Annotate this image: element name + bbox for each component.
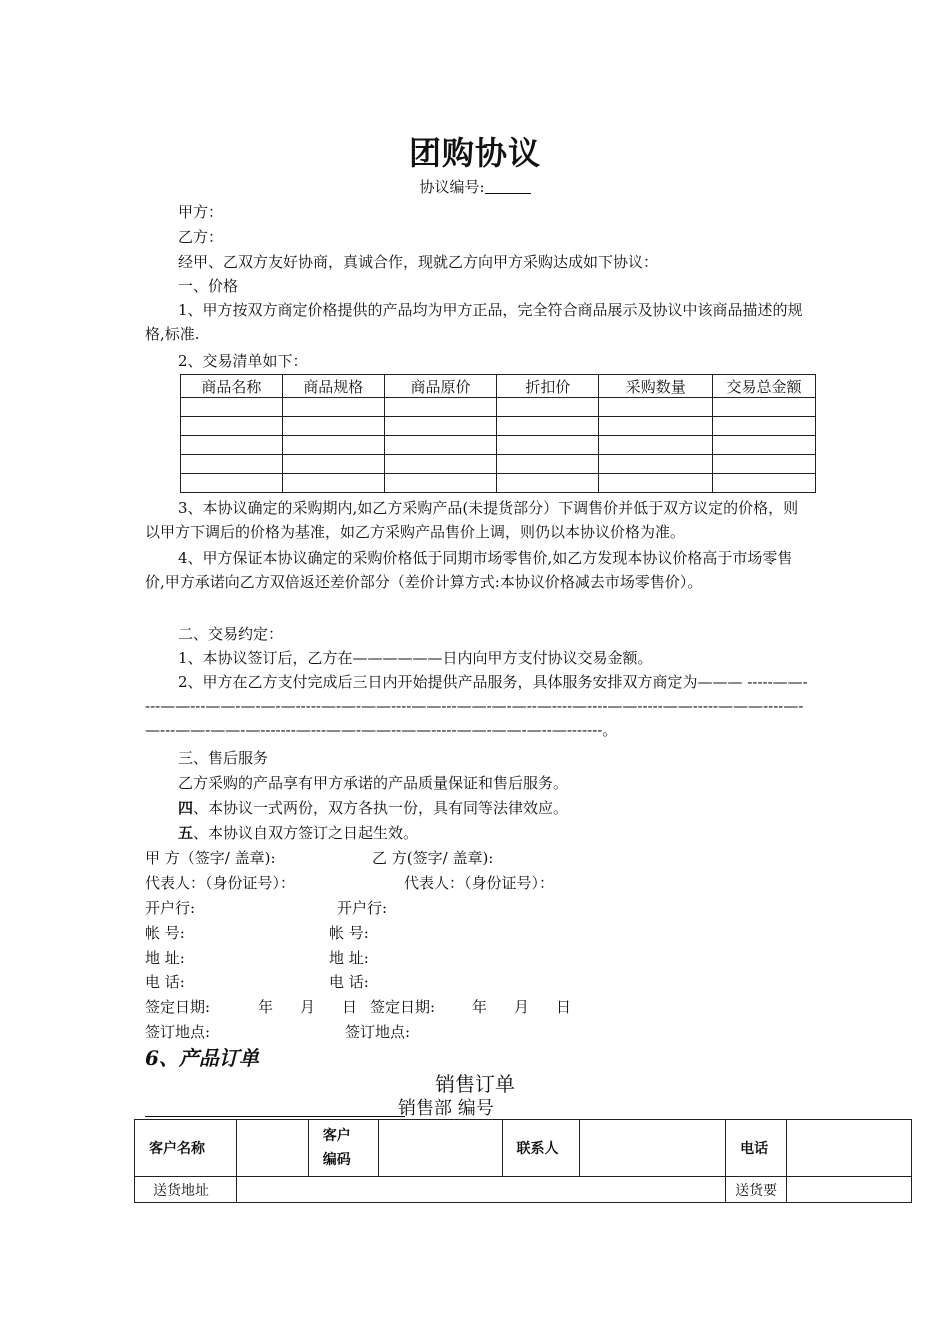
table-cell[interactable] <box>181 474 283 493</box>
col-total-amount: 交易总金额 <box>713 375 816 398</box>
ship-requirement-field[interactable] <box>787 1177 912 1203</box>
table-cell[interactable] <box>384 398 497 417</box>
party-b-line: 乙方： <box>178 228 224 246</box>
table-cell[interactable] <box>497 474 599 493</box>
customer-code-field[interactable] <box>378 1120 502 1177</box>
sales-dept-underline <box>145 1096 405 1117</box>
party-b-date-month: 月 <box>514 998 530 1016</box>
party-a-date-day: 日 <box>342 998 358 1016</box>
table-header-row <box>181 375 816 398</box>
table-cell[interactable] <box>181 417 283 436</box>
customer-code-label: 客户 编码 <box>308 1120 378 1177</box>
party-a-bank: 开户行: <box>145 899 196 917</box>
table-cell[interactable] <box>181 398 283 417</box>
phone-label: 电话 <box>726 1120 787 1177</box>
section-2-title: 二、交易约定： <box>178 625 284 643</box>
table-cell[interactable] <box>282 455 384 474</box>
table-cell[interactable] <box>384 417 497 436</box>
party-b-date-label: 签定日期: <box>370 998 436 1016</box>
section-1-para-1: 1、甲方按双方商定价格提供的产品均为甲方正品，完全符合商品展示及协议中该商品描述的规格,标准. <box>145 301 803 343</box>
sales-order-title: 销售订单 <box>435 1072 515 1096</box>
table-row <box>181 455 816 474</box>
table-cell[interactable] <box>282 474 384 493</box>
order-row-customer <box>135 1120 912 1177</box>
table-cell[interactable] <box>599 398 713 417</box>
section-2-para-2: 2、甲方在乙方支付完成后三日内开始提供产品服务，具体服务安排双方商定为——— -----——----——---——-—-—-—-----—-—-——----——---——-—-—--—----—----——-----——-----———----—-—---——-——-—-------—---——-——--——-----——-——-—--—-------。 <box>145 673 808 739</box>
table-cell[interactable] <box>497 417 599 436</box>
col-discount-price: 折扣价 <box>497 375 599 398</box>
table-cell[interactable] <box>599 455 713 474</box>
section-5-text: 、本协议自双方签订之日起生效。 <box>193 824 419 842</box>
party-a-representative: 代表人：（身份证号）： <box>145 874 296 892</box>
table-row <box>181 417 816 436</box>
party-b-place: 签订地点: <box>345 1023 411 1041</box>
table-cell[interactable] <box>599 474 713 493</box>
table-cell[interactable] <box>497 455 599 474</box>
table-cell[interactable] <box>181 436 283 455</box>
agreement-number-label: 协议编号: <box>419 178 485 196</box>
customer-name-field[interactable] <box>236 1120 308 1177</box>
col-product-spec: 商品规格 <box>282 375 384 398</box>
party-a-address: 地 址: <box>145 949 185 967</box>
party-a-place: 签订地点: <box>145 1023 211 1041</box>
table-cell[interactable] <box>384 474 497 493</box>
party-b-address: 地 址: <box>329 949 369 967</box>
party-a-account: 帐 号: <box>145 924 185 942</box>
party-b-date-year: 年 <box>472 998 488 1016</box>
ship-requirement-label: 送货要 <box>726 1177 787 1203</box>
agreement-number-blank <box>485 179 531 194</box>
table-cell[interactable] <box>282 398 384 417</box>
sales-order-table <box>134 1119 912 1203</box>
intro-text: 经甲、乙双方友好协商，真诚合作，现就乙方向甲方采购达成如下协议： <box>178 253 659 271</box>
table-cell[interactable] <box>713 398 816 417</box>
table-row <box>181 474 816 493</box>
section-5-line <box>178 821 418 845</box>
section-2-para-1: 1、本协议签订后，乙方在——————日内向甲方支付协议交易金额。 <box>178 649 653 667</box>
contact-field[interactable] <box>580 1120 726 1177</box>
section-1-para-3: 3、本协议确定的采购期内,如乙方采购产品(未提货部分）下调售价并低于双方议定的价格，则以甲方下调后的价格为基准，如乙方采购产品售价上调，则仍以本协议价格为准。 <box>145 499 799 541</box>
table-cell[interactable] <box>497 398 599 417</box>
table-cell[interactable] <box>384 455 497 474</box>
section-1-para-2: 2、交易清单如下： <box>178 352 308 370</box>
table-cell[interactable] <box>599 417 713 436</box>
col-quantity: 采购数量 <box>599 375 713 398</box>
section-1-title: 一、价格 <box>178 277 239 295</box>
party-b-account: 帐 号: <box>329 924 369 942</box>
section-6-title: 6、产品订单 <box>145 1046 259 1070</box>
party-a-date-year: 年 <box>258 998 274 1016</box>
agreement-number <box>0 176 950 197</box>
table-cell[interactable] <box>599 436 713 455</box>
table-row <box>181 398 816 417</box>
party-a-date-label: 签定日期: <box>145 998 211 1016</box>
ship-address-field[interactable] <box>236 1177 725 1203</box>
phone-field[interactable] <box>787 1120 912 1177</box>
section-4-text: 、本协议一式两份，双方各执一份，具有同等法律效应。 <box>193 799 569 817</box>
contact-label: 联系人 <box>502 1120 580 1177</box>
section-4-number: 四 <box>178 799 194 817</box>
table-row <box>181 436 816 455</box>
party-b-representative: 代表人：（身份证号）： <box>404 874 555 892</box>
order-row-shipping <box>135 1177 912 1203</box>
table-cell[interactable] <box>282 417 384 436</box>
table-cell[interactable] <box>282 436 384 455</box>
section-1-para-4: 4、甲方保证本协议确定的采购价格低于同期市场零售价,如乙方发现本协议价格高于市场零售价,甲方承诺向乙方双倍返还差价部分（差价计算方式:本协议价格减去市场零售价）。 <box>145 549 793 591</box>
section-3-para-1: 乙方采购的产品享有甲方承诺的产品质量保证和售后服务。 <box>178 774 569 792</box>
party-b-date-day: 日 <box>556 998 572 1016</box>
table-cell[interactable] <box>497 436 599 455</box>
table-cell[interactable] <box>713 417 816 436</box>
table-cell[interactable] <box>713 455 816 474</box>
party-b-sign: 乙 方(签字/ 盖章): <box>372 849 494 867</box>
col-original-price: 商品原价 <box>384 375 497 398</box>
section-5-number: 五 <box>178 824 194 842</box>
party-a-sign: 甲 方（签字/ 盖章): <box>145 849 276 867</box>
table-cell[interactable] <box>181 455 283 474</box>
table-cell[interactable] <box>713 474 816 493</box>
transaction-table <box>180 374 816 493</box>
party-b-phone: 电 话: <box>329 973 369 991</box>
ship-address-label: 送货地址 <box>135 1177 237 1203</box>
party-a-date-month: 月 <box>300 998 316 1016</box>
table-cell[interactable] <box>384 436 497 455</box>
sales-dept-number: 销售部 编号 <box>398 1098 494 1119</box>
section-4-line <box>178 796 568 820</box>
party-b-bank: 开户行: <box>337 899 388 917</box>
section-3-title: 三、售后服务 <box>178 749 269 767</box>
doc-title: 团购协议 <box>408 134 541 172</box>
table-cell[interactable] <box>713 436 816 455</box>
party-a-phone: 电 话: <box>145 973 185 991</box>
customer-name-label: 客户名称 <box>135 1120 237 1177</box>
party-a-line: 甲方： <box>178 203 224 221</box>
col-product-name: 商品名称 <box>181 375 283 398</box>
